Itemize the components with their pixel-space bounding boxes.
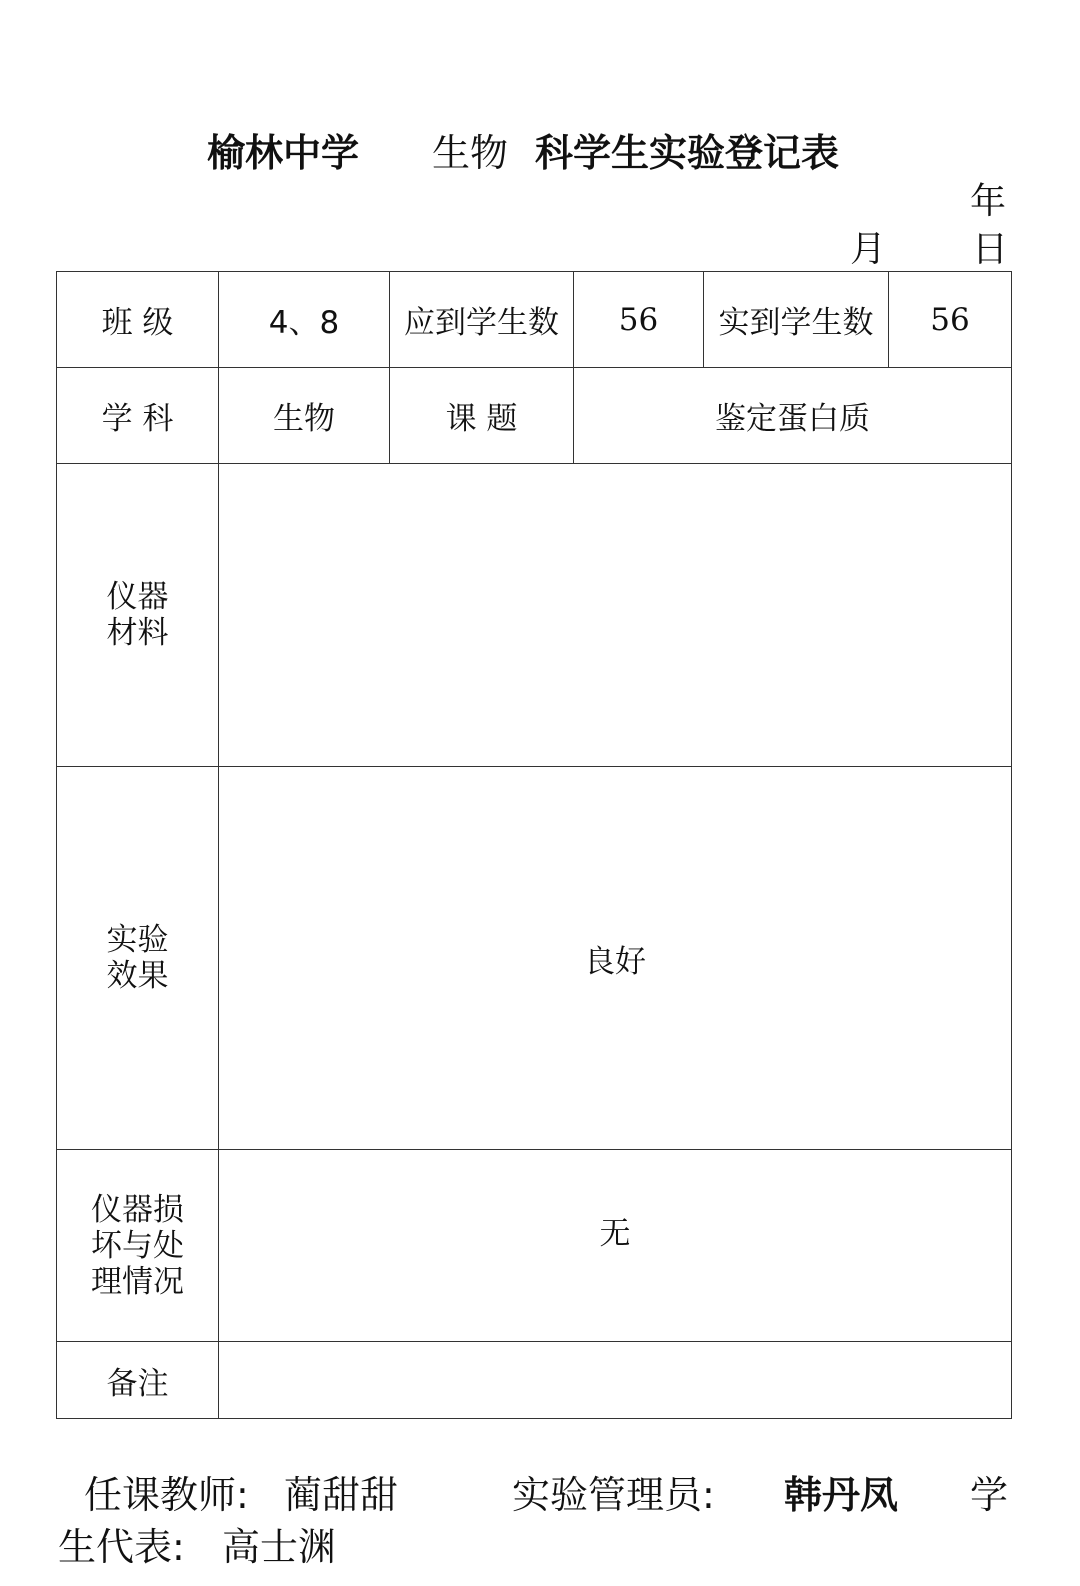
damage-label-line1: 仪器损 [91,1191,184,1228]
student-rep-name: 高士渊 [222,1525,337,1569]
actual-students-value: 56 [889,272,1012,368]
materials-label-line2: 材料 [106,615,169,651]
teacher-name: 蔺甜甜 [284,1473,399,1517]
damage-label-line3: 理情况 [91,1263,184,1300]
date-year-label: 年 [970,181,1007,222]
result-label-line2: 效果 [106,958,169,994]
date-day-label: 日 [972,229,1009,270]
materials-label-line1: 仪器 [106,579,169,615]
topic-label: 课 题 [390,368,574,464]
result-label [57,767,219,1150]
topic-value: 鉴定蛋白质 [574,368,1012,464]
result-label-line1: 实验 [106,922,169,958]
teacher-label: 任课教师: [84,1473,249,1517]
actual-students-label: 实到学生数 [704,272,889,368]
materials-label [57,464,219,767]
result-value: 良好 [219,767,1012,1150]
class-value: 4、8 [219,272,390,368]
subject-label: 学 科 [57,368,219,464]
materials-value [219,464,1012,767]
expected-students-label: 应到学生数 [390,272,574,368]
subject-value: 生物 [219,368,390,464]
page-title [0,128,1080,178]
remarks-value [219,1342,1012,1419]
school-name: 榆林中学 [207,131,360,175]
lab-admin-name: 韩丹凤 [784,1473,899,1517]
student-rep-label-part1: 学 [970,1473,1009,1517]
table-row-result [57,767,1012,1150]
form-name: 科学生实验登记表 [535,131,840,175]
remarks-label: 备注 [57,1342,219,1419]
table-row-class [57,272,1012,368]
table-row-materials [57,464,1012,767]
student-rep-label-part2: 生代表: [58,1525,185,1569]
expected-students-value: 56 [574,272,704,368]
damage-label [57,1150,219,1342]
lab-admin-label: 实验管理员: [512,1473,715,1517]
damage-value: 无 [219,1150,1012,1342]
signature-footer [0,1466,1080,1586]
class-label: 班 级 [57,272,219,368]
table-row-remarks [57,1342,1012,1419]
table-row-damage [57,1150,1012,1342]
damage-label-line2: 坏与处 [91,1227,184,1264]
table-row-subject [57,368,1012,464]
title-subject: 生物 [432,131,509,175]
date-month-label: 月 [850,229,887,270]
experiment-register-table [56,271,1012,1419]
